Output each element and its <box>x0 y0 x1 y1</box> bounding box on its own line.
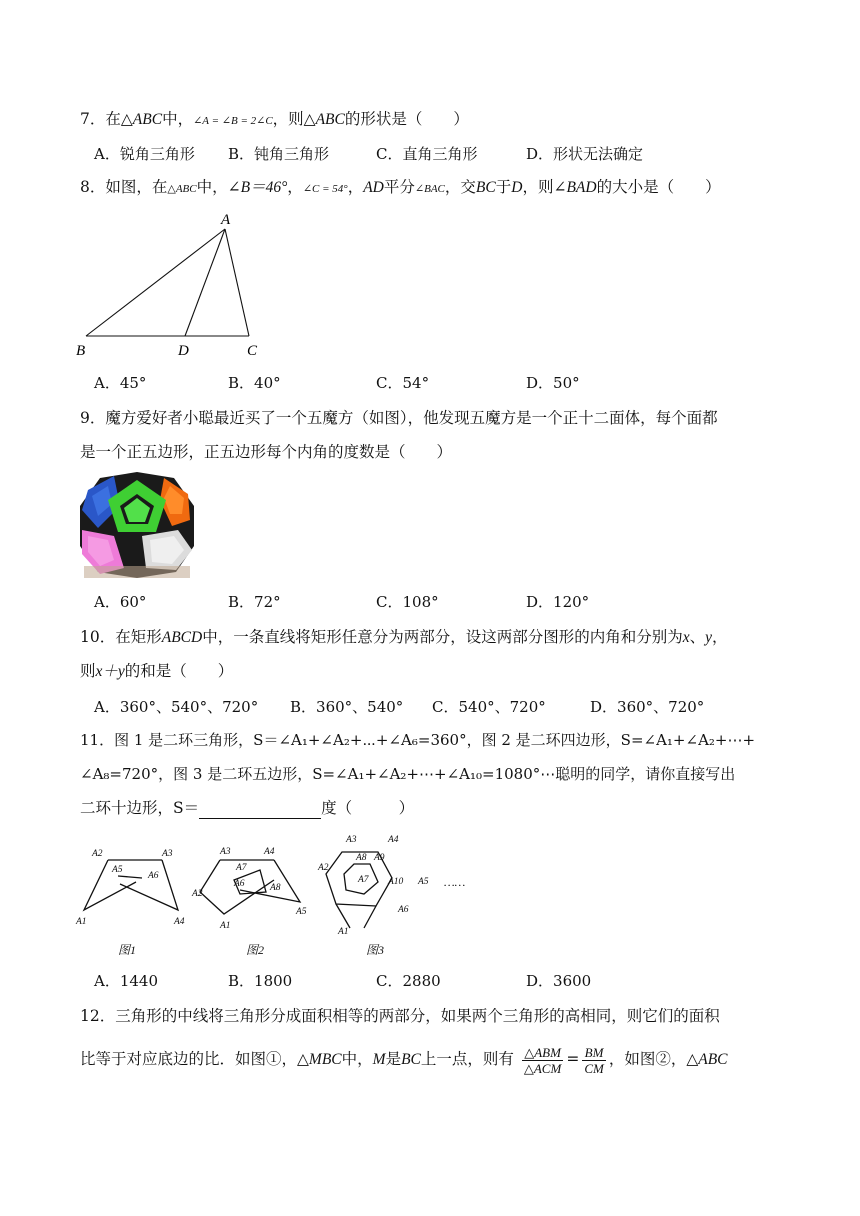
label-c: C <box>247 343 258 359</box>
q7-option-a[interactable]: A．锐角三角形 <box>94 145 195 163</box>
svg-text:A3: A3 <box>220 847 231 857</box>
figure-captions <box>118 943 384 957</box>
q8-stem: 8．如图，在△ABC中，∠B＝46°，∠C = 54°，AD平分∠BAC，交BC于D，则∠BAD的大小是（ ） <box>80 178 721 196</box>
svg-text:A5: A5 <box>296 907 307 917</box>
q11-figures <box>74 830 484 960</box>
label-a: A <box>221 212 231 228</box>
q11-stem-line3: 二环十边形，S＝ 度（ ） <box>80 799 415 817</box>
svg-text:A1: A1 <box>76 917 87 927</box>
svg-text:图3: 图3 <box>366 943 385 957</box>
megaminx-image <box>78 470 196 580</box>
svg-text:图1: 图1 <box>118 943 137 957</box>
svg-text:A7: A7 <box>358 875 369 885</box>
q11-option-c[interactable]: C．2880 <box>376 972 441 990</box>
q12-stem-line1: 12．三角形的中线将三角形分成面积相等的两部分，如果两个三角形的高相同，则它们的面积 <box>80 1007 720 1025</box>
svg-text:A9: A9 <box>374 853 385 863</box>
svg-text:A1: A1 <box>220 921 231 931</box>
answer-blank[interactable] <box>199 804 321 819</box>
svg-text:A5: A5 <box>418 877 429 887</box>
svg-text:图2: 图2 <box>246 943 265 957</box>
q10-option-b[interactable]: B．360°、540° <box>290 698 404 716</box>
svg-text:A10: A10 <box>388 877 404 887</box>
svg-text:A6: A6 <box>234 879 245 889</box>
svg-text:A2: A2 <box>318 863 329 873</box>
q11-option-a[interactable]: A．1440 <box>94 972 159 990</box>
svg-text:A4: A4 <box>388 835 399 845</box>
q9-option-b[interactable]: B．72° <box>228 593 281 611</box>
q8-triangle-figure <box>72 208 272 360</box>
q10-option-a[interactable]: A．360°、540°、720° <box>94 698 259 716</box>
q11-option-b[interactable]: B．1800 <box>228 972 293 990</box>
svg-text:A4: A4 <box>174 917 185 927</box>
q7-stem: 7．在△ABC中，∠A = ∠B = 2∠C，则△ABC的形状是（ ） <box>80 110 469 128</box>
q8-option-d[interactable]: D．50° <box>526 374 580 392</box>
label-d: D <box>178 343 189 359</box>
q11-option-d[interactable]: D．3600 <box>526 972 592 990</box>
q11-stem-line2: ∠A₈=720°，图 3 是二环五边形，S=∠A₁+∠A₂+⋯+∠A₁₀=1080°⋯聪明的同学，请你直接写出 <box>80 765 736 783</box>
svg-text:A5: A5 <box>112 865 123 875</box>
svg-text:A2: A2 <box>92 849 103 859</box>
svg-text:A4: A4 <box>264 847 275 857</box>
q9-option-a[interactable]: A．60° <box>94 593 147 611</box>
svg-text:A3: A3 <box>162 849 173 859</box>
q7-option-d[interactable]: D．形状无法确定 <box>526 145 644 163</box>
svg-text:A8: A8 <box>356 853 367 863</box>
svg-text:A8: A8 <box>270 883 281 893</box>
q8-option-b[interactable]: B．40° <box>228 374 281 392</box>
q12-stem-line2: 比等于对应底边的比．如图①，△MBC中，M是BC上一点，则有 $\frac{\text{△ABM}}{\text{△ACM}}$ = $\frac{BM}{CM}$ ，如图②，△ABC <box>80 1044 728 1076</box>
svg-text:A2: A2 <box>192 889 203 899</box>
svg-text:A3: A3 <box>346 835 357 845</box>
q11-stem-line1: 11．图 1 是二环三角形，S＝∠A₁+∠A₂+⋯+∠A₆=360°，图 2 是二环四边形，S=∠A₁+∠A₂+⋯+ <box>80 731 756 749</box>
base-ratio-fraction: $\frac{BM}{CM}$ <box>584 1044 604 1076</box>
svg-text:A6: A6 <box>398 905 409 915</box>
q9-option-d[interactable]: D．120° <box>526 593 590 611</box>
q7-option-b[interactable]: B．钝角三角形 <box>228 145 330 163</box>
q7-option-c[interactable]: C．直角三角形 <box>376 145 478 163</box>
q9-option-c[interactable]: C．108° <box>376 593 439 611</box>
q10-stem-line1: 10．在矩形ABCD中，一条直线将矩形任意分为两部分，设这两部分图形的内角和分别为x、y， <box>80 628 728 646</box>
label-b: B <box>76 343 86 359</box>
q10-option-d[interactable]: D．360°、720° <box>590 698 705 716</box>
q8-option-c[interactable]: C．54° <box>376 374 430 392</box>
svg-text:A7: A7 <box>236 863 247 873</box>
continuation-dots: …… <box>444 875 466 889</box>
svg-text:A6: A6 <box>148 871 159 881</box>
q9-stem-line1: 9．魔方爱好者小聪最近买了一个五魔方（如图），他发现五魔方是一个正十二面体，每个面都 <box>80 409 718 427</box>
area-ratio-fraction: $\frac{\text{△ABM}}{\text{△ACM}}$ <box>523 1044 562 1076</box>
svg-text:A1: A1 <box>338 927 349 937</box>
q9-stem-line2: 是一个正五边形，正五边形每个内角的度数是（ ） <box>80 443 453 461</box>
q8-option-a[interactable]: A．45° <box>94 374 147 392</box>
q10-stem-line2: 则x＋y的和是（ ） <box>80 662 234 680</box>
q10-option-c[interactable]: C．540°、720° <box>432 698 546 716</box>
